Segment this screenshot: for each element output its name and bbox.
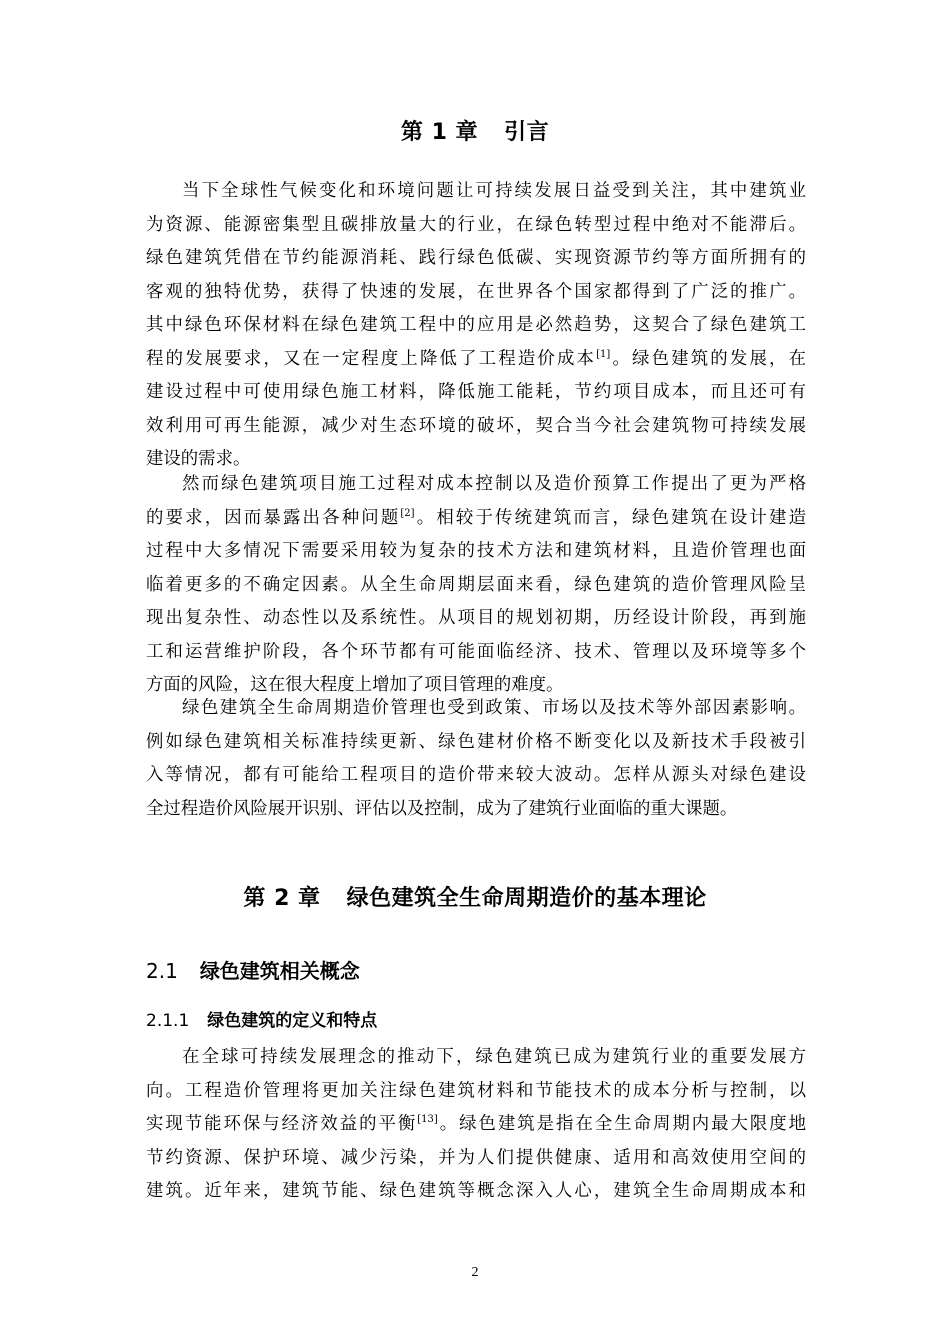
- text-line: 建筑。近年来，建筑节能、绿色建筑等概念深入人心，建筑全生命周期成本和: [146, 1181, 806, 1201]
- text-fragment: 。绿色建筑的发展，在: [610, 348, 806, 369]
- text-fragment: 。绿色建筑是指在全生命周期内最大限度地: [437, 1114, 806, 1134]
- text-fragment: 的要求，因而暴露出各种问题: [146, 507, 401, 528]
- paragraph-green-building-definition: [146, 1041, 806, 1209]
- text-line: [146, 1108, 806, 1142]
- text-line: 客观的独特优势，获得了快速的发展，在世界各个国家都得到了广泛的推广。: [146, 281, 806, 302]
- page-number: 2: [471, 1265, 479, 1280]
- text-line: 建设的需求。: [146, 449, 251, 469]
- chapter-1-heading: 引言: [504, 120, 550, 145]
- text-line: 绿色建筑凭借在节约能源消耗、践行绿色低碳、实现资源节约等方面所拥有的: [146, 248, 806, 268]
- text-fragment: 程的发展要求，又在一定程度上降低了工程造价成本: [146, 348, 597, 369]
- subsection-number: 2.1.1: [146, 1011, 190, 1031]
- citation-2: [2]: [400, 507, 415, 519]
- text-line: 现出复杂性、动态性以及系统性。从项目的规划初期，历经设计阶段，再到施: [146, 608, 806, 628]
- section-number: 2.1: [146, 959, 178, 983]
- section-2-1-title: [146, 957, 360, 985]
- text-line: 然而绿色建筑项目施工过程对成本控制以及造价预算工作提出了更为严格: [182, 474, 806, 494]
- text-line: 节约资源、保护环境、减少污染，并为人们提供健康、适用和高效使用空间的: [146, 1147, 806, 1168]
- text-line: 效利用可再生能源，减少对生态环境的破坏，契合当今社会建筑物可持续发展: [146, 415, 806, 436]
- text-line: 建设过程中可使用绿色施工材料，降低施工能耗，节约项目成本，而且还可有: [146, 382, 806, 402]
- paragraph-intro-2: [146, 468, 806, 703]
- section-heading: 绿色建筑相关概念: [199, 959, 360, 983]
- text-line: 当下全球性气候变化和环境问题让可持续发展日益受到关注，其中建筑业: [182, 181, 806, 201]
- chapter-2-number: 第 2 章: [243, 886, 321, 911]
- text-line: 方面的风险，这在很大程度上增加了项目管理的难度。: [146, 675, 564, 695]
- text-line: 临着更多的不确定因素。从全生命周期层面来看，绿色建筑的造价管理风险呈: [146, 574, 806, 595]
- text-line: 入等情况，都有可能给工程项目的造价带来较大波动。怎样从源头对绿色建设: [146, 765, 806, 785]
- chapter-2-heading: 绿色建筑全生命周期造价的基本理论: [346, 886, 707, 911]
- text-fragment: 实现节能环保与经济效益的平衡: [146, 1114, 418, 1134]
- text-line: 在全球可持续发展理念的推动下，绿色建筑已成为建筑行业的重要发展方: [182, 1047, 806, 1067]
- text-line: [146, 343, 806, 377]
- text-line: 其中绿色环保材料在绿色建筑工程中的应用是必然趋势，这契合了绿色建筑工: [146, 315, 806, 335]
- text-fragment: 。相较于传统建筑而言，绿色建筑在设计建造: [414, 507, 806, 528]
- text-line: 全过程造价风险展开识别、评估以及控制，成为了建筑行业面临的重大课题。: [146, 798, 738, 819]
- text-line: 向。工程造价管理将更加关注绿色建筑材料和节能技术的成本分析与控制，以: [146, 1080, 806, 1101]
- text-line: 过程中大多情况下需要采用较为复杂的技术方法和建筑材料，且造价管理也面: [146, 541, 806, 561]
- text-line: [146, 502, 806, 536]
- chapter-1-title: [0, 118, 950, 148]
- text-line: 例如绿色建筑相关标准持续更新、绿色建材价格不断变化以及新技术手段被引: [146, 731, 806, 752]
- section-2-1-1-title: [146, 1008, 377, 1034]
- paragraph-intro-3: [146, 692, 806, 826]
- paragraph-intro-1: [146, 175, 806, 477]
- text-line: 工和运营维护阶段，各个环节都有可能面临经济、技术、管理以及环境等多个: [146, 641, 806, 662]
- citation-13: [13]: [417, 1114, 438, 1125]
- chapter-1-number: 第 1 章: [400, 120, 479, 145]
- citation-1: [1]: [596, 348, 611, 360]
- text-line: 绿色建筑全生命周期造价管理也受到政策、市场以及技术等外部因素影响。: [182, 698, 806, 718]
- chapter-2-title: [0, 884, 950, 914]
- text-line: 为资源、能源密集型且碳排放量大的行业，在绿色转型过程中绝对不能滞后。: [146, 214, 806, 235]
- subsection-heading: 绿色建筑的定义和特点: [207, 1011, 378, 1031]
